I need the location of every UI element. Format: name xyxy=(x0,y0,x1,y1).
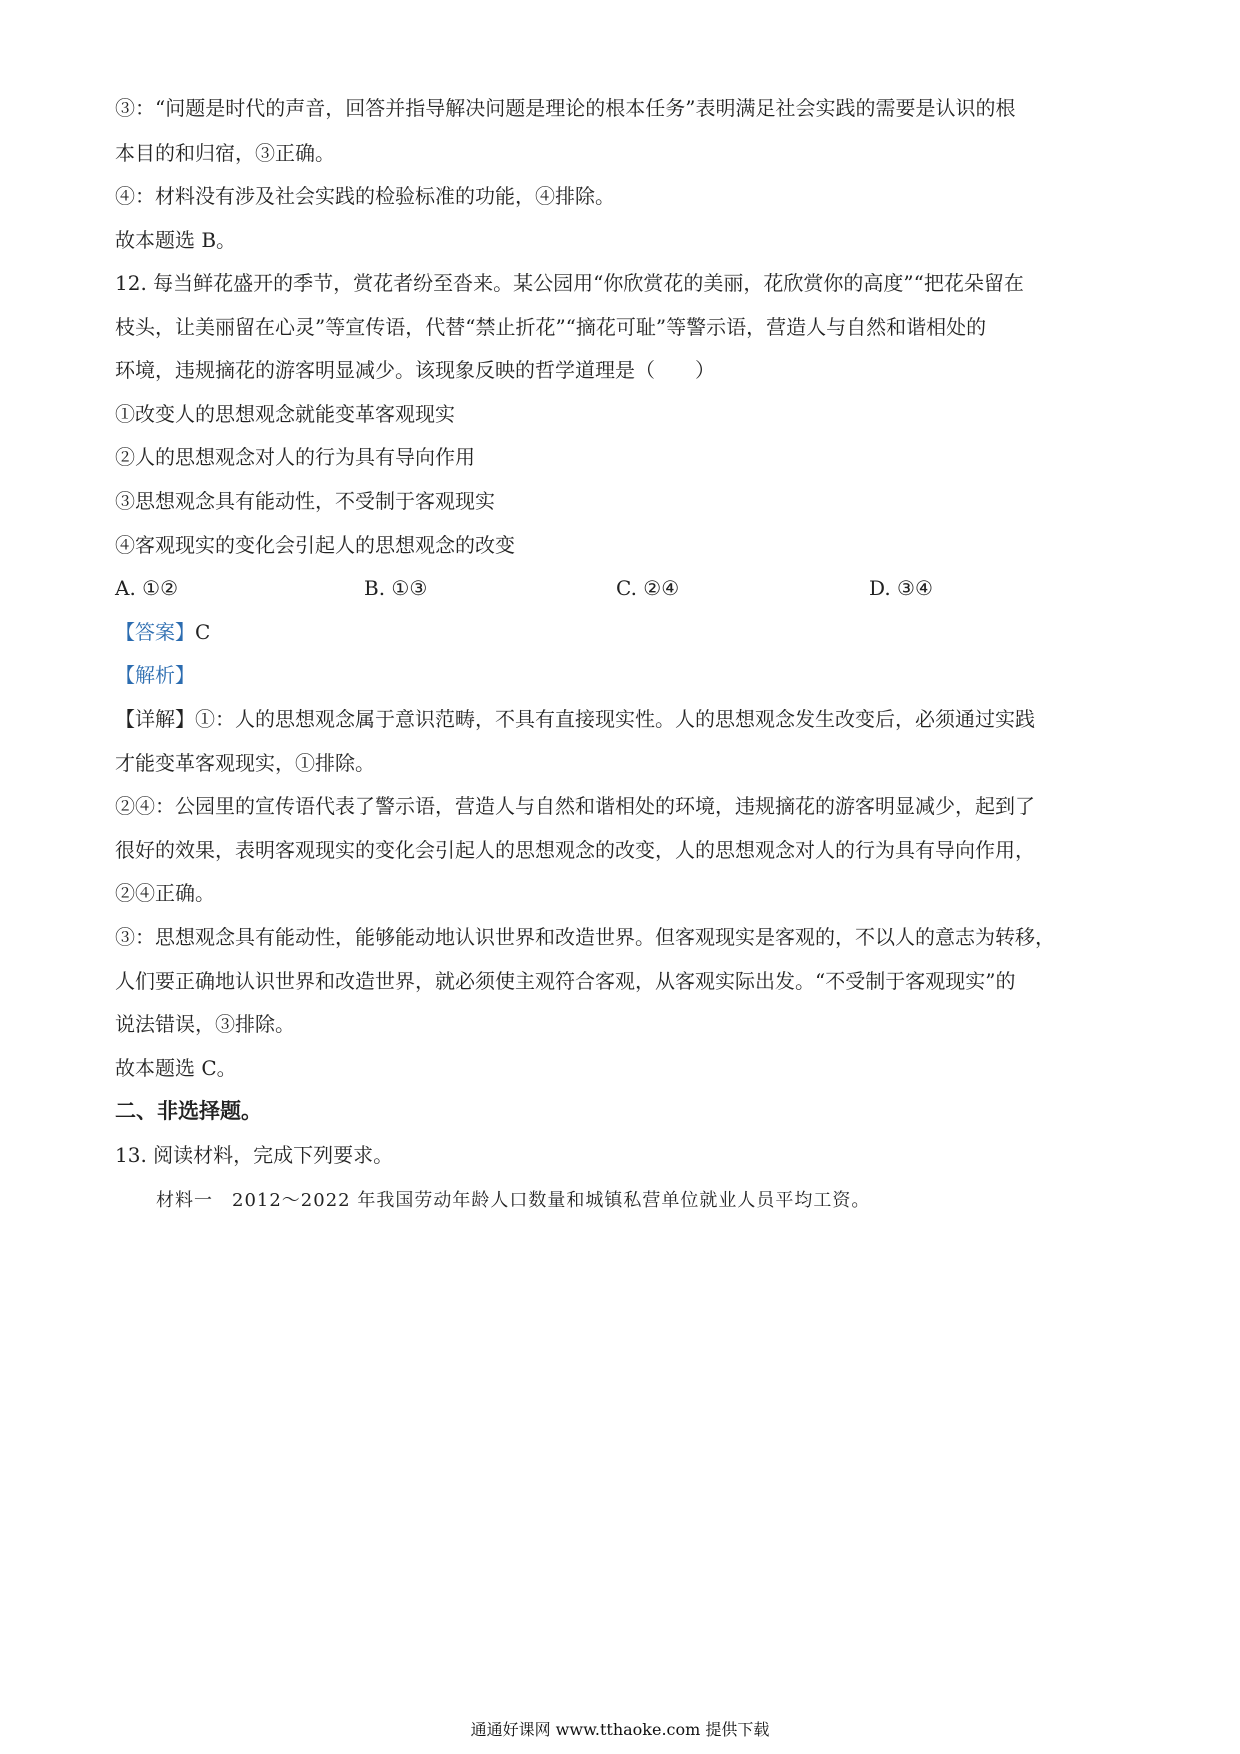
explanation-line: ③：“问题是时代的声音，回答并指导解决问题是理论的根本任务”表明满足社会实践的需要是认识的根 xyxy=(115,96,1016,120)
explanation-line: 本目的和归宿，③正确。 xyxy=(115,141,335,165)
detail-line xyxy=(115,706,1125,732)
question-12-stem: 12. 每当鲜花盛开的季节，赏花者纷至沓来。某公园用“你欣赏花的美丽，花欣赏你的高度”“把花朵留在 xyxy=(115,271,1024,295)
section-title: 二、非选择题。 xyxy=(115,1098,262,1123)
option-a: A. ①② xyxy=(115,576,179,600)
answer-value: C xyxy=(195,620,211,644)
detail-tag: 【详解】 xyxy=(115,707,195,731)
option-c: C. ②④ xyxy=(616,576,680,600)
question-13-stem: 13. 阅读材料，完成下列要求。 xyxy=(115,1143,394,1167)
detail-text: ①：人的思想观念属于意识范畴，不具有直接现实性。人的思想观念发生改变后，必须通过实践 xyxy=(195,707,1035,731)
detail-line: 很好的效果，表明客观现实的变化会引起人的思想观念的改变，人的思想观念对人的行为具有导向作用， xyxy=(115,838,1035,862)
detail-line: 人们要正确地认识世界和改造世界，就必须使主观符合客观，从客观实际出发。“不受制于客观现实”的 xyxy=(115,969,1016,993)
detail-line: ②④：公园里的宣传语代表了警示语，营造人与自然和谐相处的环境，违规摘花的游客明显减少，起到了 xyxy=(115,794,1035,818)
statement-2: ②人的思想观念对人的行为具有导向作用 xyxy=(115,445,475,469)
answer-line xyxy=(115,619,1125,645)
page-footer: 通通好课网 www.tthaoke.com 提供下载 xyxy=(470,1720,770,1739)
detail-line: 才能变革客观现实，①排除。 xyxy=(115,751,375,775)
question-12-stem: 环境，违规摘花的游客明显减少。该现象反映的哲学道理是（ ） xyxy=(115,358,715,382)
question-12-stem: 枝头，让美丽留在心灵”等宣传语，代替“禁止折花”“摘花可耻”等警示语，营造人与自然和谐相处的 xyxy=(115,315,987,339)
option-d: D. ③④ xyxy=(869,576,933,600)
detail-line: ③：思想观念具有能动性，能够能动地认识世界和改造世界。但客观现实是客观的，不以人的意志为转移， xyxy=(115,925,1055,949)
analysis-tag: 【解析】 xyxy=(115,663,195,687)
detail-line: ②④正确。 xyxy=(115,881,215,905)
conclusion-line: 故本题选 C。 xyxy=(115,1056,237,1080)
analysis-line xyxy=(115,662,1125,688)
statement-1: ①改变人的思想观念就能变革客观现实 xyxy=(115,402,455,426)
statement-3: ③思想观念具有能动性，不受制于客观现实 xyxy=(115,489,495,513)
material-1-caption: 材料一 2012～2022 年我国劳动年龄人口数量和城镇私营单位就业人员平均工资。 xyxy=(156,1190,871,1211)
option-b: B. ①③ xyxy=(364,576,428,600)
detail-line: 说法错误，③排除。 xyxy=(115,1012,295,1036)
answer-tag: 【答案】 xyxy=(115,620,195,644)
statement-4: ④客观现实的变化会引起人的思想观念的改变 xyxy=(115,533,515,557)
conclusion-line: 故本题选 B。 xyxy=(115,228,237,252)
explanation-line: ④：材料没有涉及社会实践的检验标准的功能，④排除。 xyxy=(115,184,615,208)
